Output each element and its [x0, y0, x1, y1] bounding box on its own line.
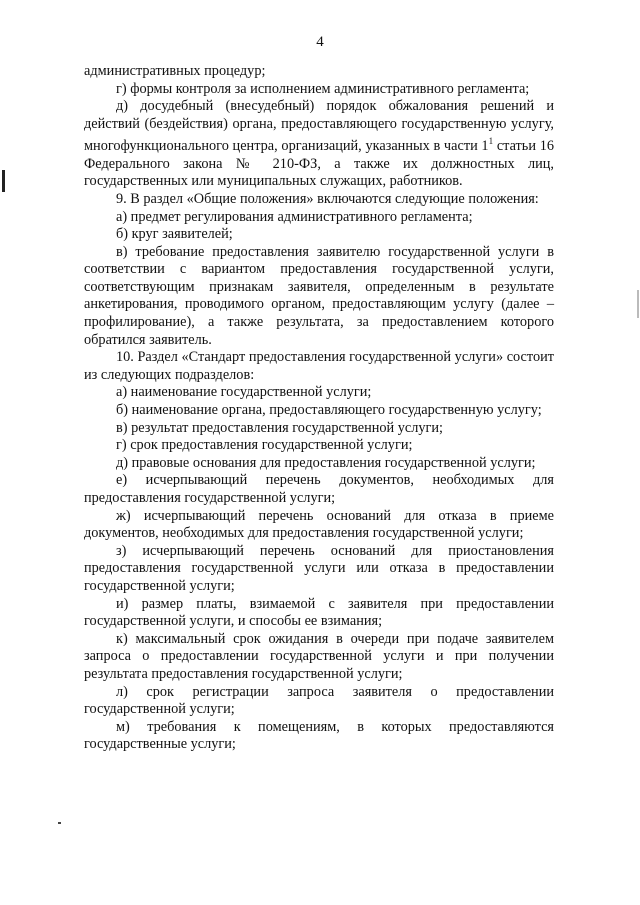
- paragraph-4: а) предмет регулирования административного регламента;: [116, 208, 473, 225]
- superscript-1: 1: [488, 136, 494, 147]
- scan-edge-mark-right: [637, 290, 639, 318]
- paragraph-0: административных процедур;: [84, 63, 266, 79]
- scan-edge-mark: [2, 170, 5, 192]
- paragraph-2-part-1: д) досудебный (внесудебный) порядок обжалования решений и действий (бездействия) органа, предоставляющего государственную услугу, многофункционального центра, организаций, указанных в части 1: [84, 98, 554, 155]
- paragraph-11: г) срок предоставления государственной услуги;: [116, 437, 413, 454]
- paragraph-18: л) срок регистрации запроса заявителя о предоставлении государственной услуги;: [84, 683, 554, 718]
- paragraph-7: 10. Раздел «Стандарт предоставления государственной услуги» состоит из следующих подразделов:: [84, 349, 554, 383]
- paragraph-13: е) исчерпывающий перечень документов, необходимых для предоставления государственной услуги;: [84, 472, 554, 507]
- paragraph-3: 9. В раздел «Общие положения» включаются следующие положения:: [116, 190, 539, 207]
- paragraph-17: к) максимальный срок ожидания в очереди при подаче заявителем запроса о предоставлении государственной услуги и при получении результата предоставления государственной услуги;: [84, 630, 554, 682]
- scan-speck: [58, 822, 61, 824]
- page-number: 4: [316, 34, 324, 50]
- paragraph-16: и) размер платы, взимаемой с заявителя при предоставлении государственной услуги, и способы ее взимания;: [84, 595, 554, 630]
- paragraph-10: в) результат предоставления государственной услуги;: [116, 419, 444, 436]
- paragraph-19: м) требования к помещениям, в которых предоставляются государственные услуги;: [84, 718, 554, 753]
- paragraph-5: б) круг заявителей;: [116, 226, 233, 243]
- paragraph-2: [84, 98, 554, 191]
- paragraph-14: ж) исчерпывающий перечень оснований для отказа в приеме документов, необходимых для предоставления государственной услуги;: [84, 507, 554, 542]
- paragraph-12: д) правовые основания для предоставления государственной услуги;: [116, 454, 536, 471]
- paragraph-2-part-2: статьи 16 Федерального закона № 210-ФЗ, а также их должностных лиц, государственных или муниципальных служащих, работников.: [84, 138, 554, 190]
- document-body: [84, 63, 554, 754]
- paragraph-8: а) наименование государственной услуги;: [116, 384, 372, 401]
- paragraph-15: з) исчерпывающий перечень оснований для приостановления предоставления государственной услуги или отказа в предоставлении государственной услуги;: [84, 542, 554, 594]
- paragraph-6: в) требование предоставления заявителю государственной услуги в соответствии с вариантом предоставления государственной услуги, соответствующим признакам заявителя, определенным в результате анкетирования, проводимого органом, предоставляющим услугу (далее – профилирование), а также результата, за предоставлением которого обратился заявитель.: [84, 243, 554, 348]
- paragraph-9: б) наименование органа, предоставляющего государственную услугу;: [116, 402, 542, 419]
- paragraph-1: г) формы контроля за исполнением административного регламента;: [116, 80, 530, 97]
